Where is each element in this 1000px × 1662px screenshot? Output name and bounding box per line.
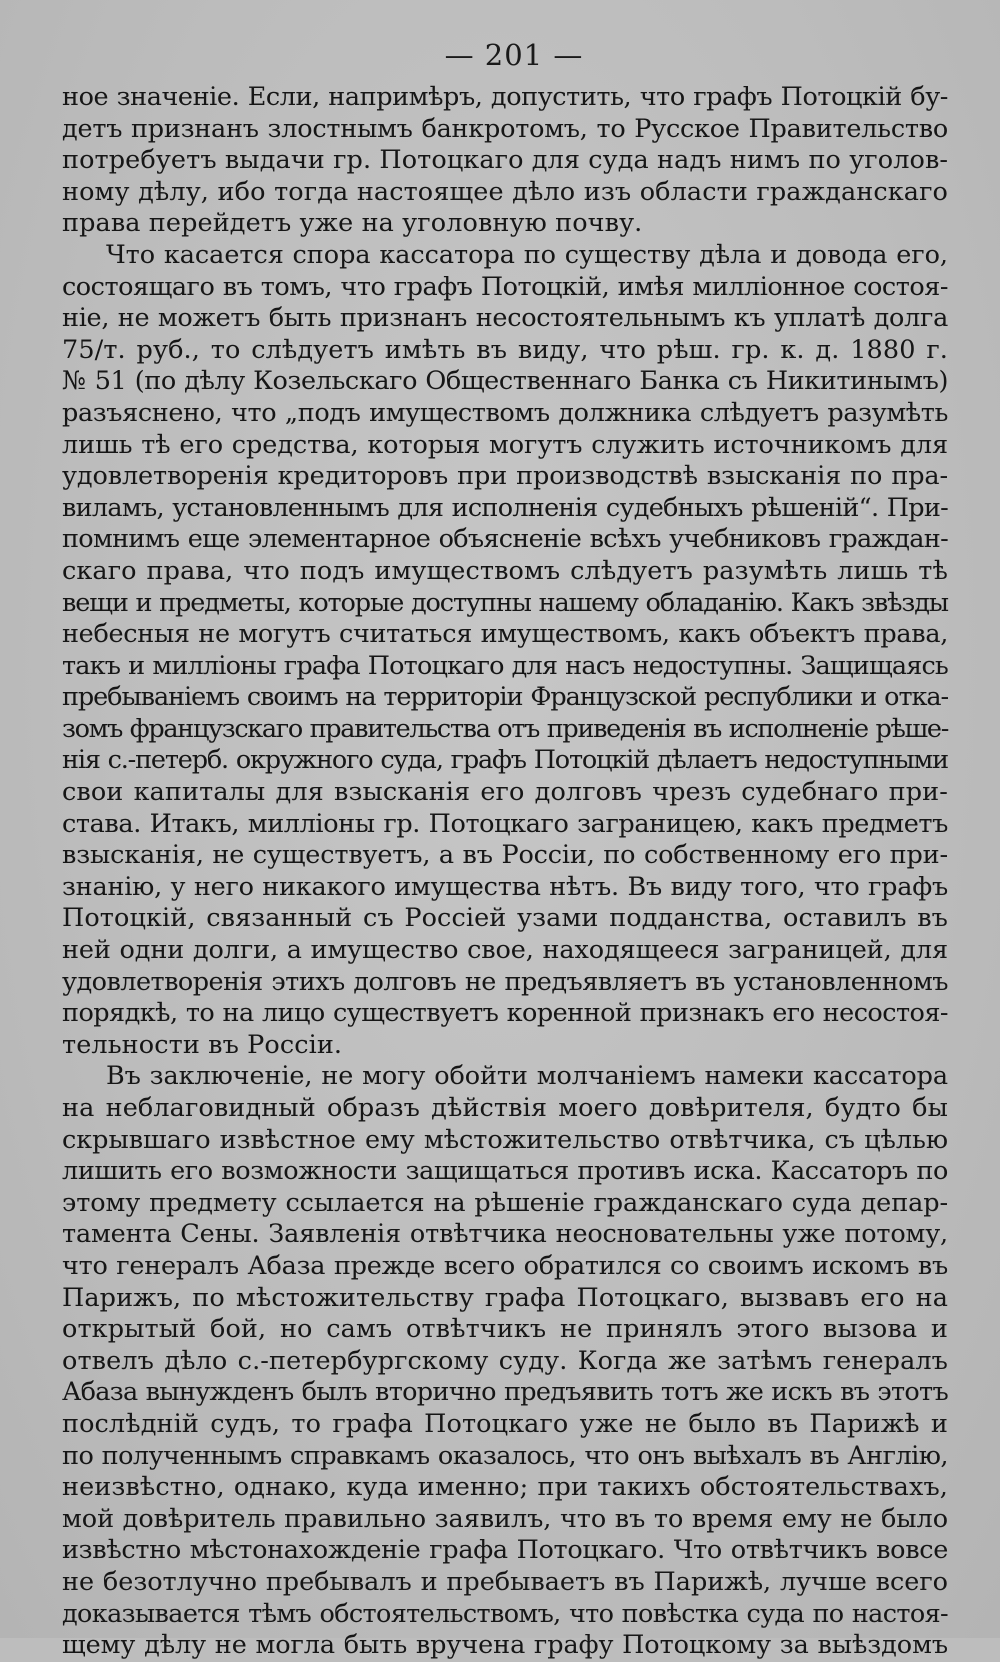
text-line: этому предмету ссылается на рѣшеніе гражданскаго суда депар- — [62, 1187, 948, 1218]
text-line: помнимъ еще элементарное объясненіе всѣхъ учебниковъ граждан- — [62, 524, 948, 555]
text-line: такъ и милліоны графа Потоцкаго для насъ недоступны. Защищаясь — [62, 650, 948, 681]
paragraph-2 — [62, 240, 948, 1061]
text-line: доказывается тѣмъ обстоятельствомъ, что повѣстка суда по настоя- — [62, 1598, 948, 1629]
text-line: зомъ французскаго правительства отъ приведенія въ исполненіе рѣше- — [62, 713, 948, 744]
body-text — [62, 82, 948, 1662]
paragraph-1 — [62, 82, 948, 240]
text-line: ней одни долги, а имущество свое, находящееся заграницей, для — [62, 935, 948, 966]
text-line: Абаза вынужденъ былъ вторично предъявить тотъ же искъ въ этотъ — [62, 1377, 948, 1408]
text-line: что генералъ Абаза прежде всего обратился со своимъ искомъ въ — [62, 1250, 948, 1281]
text-line: лишить его возможности защищаться противъ иска. Кассаторъ по — [62, 1156, 948, 1187]
text-line: не безотлучно пребывалъ и пребываетъ въ Парижѣ, лучше всего — [62, 1566, 948, 1597]
text-line: № 51 (по дѣлу Козельскаго Общественнаго Банка съ Никитинымъ) — [62, 366, 948, 397]
text-line: состоящаго въ томъ, что графъ Потоцкій, имѣя милліонное состоя- — [62, 271, 948, 302]
text-line: удовлетворенія этихъ долговъ не предъявляетъ въ установленномъ — [62, 966, 948, 997]
text-line: открытый бой, но самъ отвѣтчикъ не принялъ этого вызова и — [62, 1314, 948, 1345]
text-line: скаго права, что подъ имуществомъ слѣдуетъ разумѣть лишь тѣ — [62, 555, 948, 586]
text-line: вещи и предметы, которые доступны нашему обладанію. Какъ звѣзды — [62, 587, 948, 618]
text-line: свои капиталы для взысканія его долговъ чрезъ судебнаго при- — [62, 777, 948, 808]
text-line: права перейдетъ уже на уголовную почву. — [62, 208, 643, 239]
text-line: мой довѣритель правильно заявилъ, что въ то время ему не было — [62, 1503, 948, 1534]
text-line: на неблаговидный образъ дѣйствія моего довѣрителя, будто бы — [62, 1093, 948, 1123]
text-line: взысканія, не существуетъ, а въ Россіи, по собственному его при- — [62, 840, 948, 871]
text-line: лишь тѣ его средства, которыя могутъ служить источникомъ для — [62, 429, 948, 460]
text-line: отвелъ дѣло с.-петербургскому суду. Когда же затѣмъ генералъ — [62, 1345, 948, 1376]
text-line: Въ заключеніе, не могу обойти молчаніемъ намеки кассатора — [106, 1061, 948, 1092]
text-line: удовлетворенія кредиторовъ при производствѣ взысканія по пра- — [62, 461, 948, 492]
text-line: небесныя не могутъ считаться имуществомъ, какъ объектъ права, — [62, 619, 948, 650]
text-line: нія с.-петерб. окружного суда, графъ Потоцкій дѣлаетъ недоступными — [62, 745, 948, 776]
text-line: Что касается спора кассатора по существу дѣла и довода его, — [106, 239, 948, 270]
text-line: тамента Сены. Заявленія отвѣтчика неосновательны уже потому, — [62, 1219, 948, 1250]
text-line: детъ признанъ злостнымъ банкротомъ, то Русское Правительство — [62, 113, 948, 144]
text-line: ному дѣлу, ибо тогда настоящее дѣло изъ области гражданскаго — [62, 176, 948, 207]
text-line: ное значеніе. Если, напримѣръ, допустить, что графъ Потоцкій бу- — [62, 82, 948, 112]
text-line: Парижъ, по мѣстожительству графа Потоцкаго, вызвавъ его на — [62, 1282, 948, 1313]
text-line: пребываніемъ своимъ на территоріи Французской республики и отка- — [62, 682, 948, 713]
text-line: виламъ, установленнымъ для исполненія судебныхъ рѣшеній“. При- — [62, 492, 948, 523]
text-line: 75/т. руб., то слѣдуетъ имѣть въ виду, что рѣш. гр. к. д. 1880 г. — [62, 334, 948, 365]
text-line: щему дѣлу не могла быть вручена графу Потоцкому за выѣздомъ — [62, 1630, 948, 1661]
paragraph-3 — [62, 1061, 948, 1661]
text-line: скрывшаго извѣстное ему мѣстожительство отвѣтчика, съ цѣлью — [62, 1124, 948, 1155]
text-line: по полученнымъ справкамъ оказалось, что онъ выѣхалъ въ Англію, — [62, 1440, 948, 1471]
page-number: — 201 — — [444, 38, 584, 72]
text-line: извѣстно мѣстонахожденіе графа Потоцкаго. Что отвѣтчикъ вовсе — [62, 1535, 948, 1566]
text-line: става. Итакъ, милліоны гр. Потоцкаго заграницею, какъ предметъ — [62, 808, 948, 839]
text-line: разъяснено, что „подъ имуществомъ должника слѣдуетъ разумѣть — [62, 397, 948, 428]
text-line: порядкѣ, то на лицо существуетъ коренной признакъ его несостоя- — [62, 998, 948, 1029]
text-line: неизвѣстно, однако, куда именно; при такихъ обстоятельствахъ, — [62, 1472, 948, 1503]
text-line: знанію, у него никакого имущества нѣтъ. Въ виду того, что графъ — [62, 871, 948, 902]
text-line: ніе, не можетъ быть признанъ несостоятельнымъ къ уплатѣ долга — [62, 303, 948, 334]
text-line: тельности въ Россіи. — [62, 1029, 343, 1060]
text-line: потребуетъ выдачи гр. Потоцкаго для суда надъ нимъ по уголов- — [62, 145, 949, 176]
text-line: Потоцкій, связанный съ Россіей узами подданства, оставилъ въ — [62, 903, 948, 934]
text-line: послѣдній судъ, то графа Потоцкаго уже не было въ Парижѣ и — [62, 1408, 948, 1439]
